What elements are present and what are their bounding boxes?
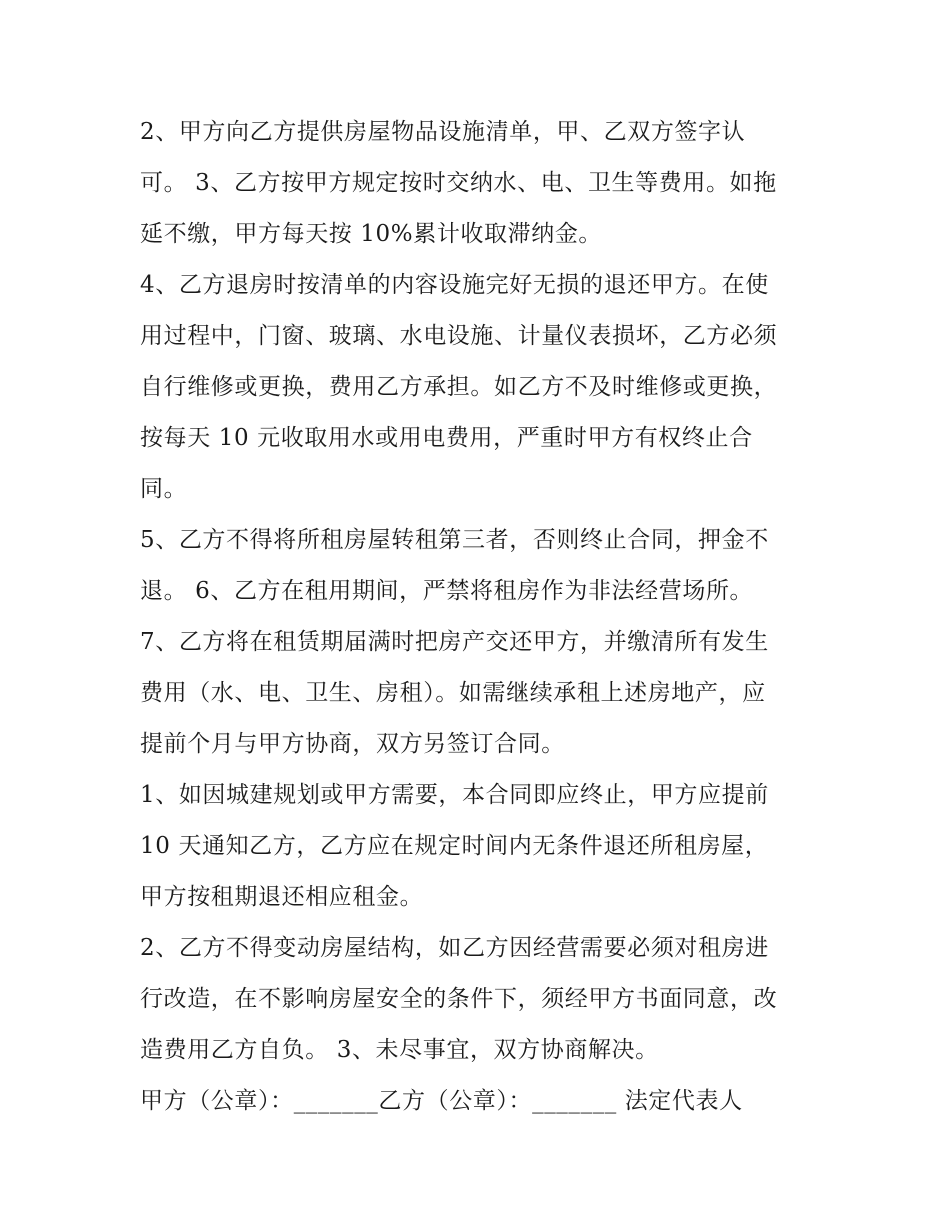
text-line: 自行维修或更换，费用乙方承担。如乙方不及时维修或更换，	[140, 374, 778, 400]
text-line: 可。 3、乙方按甲方规定按时交纳水、电、卫生等费用。如拖	[140, 170, 777, 196]
text-line: 费用（水、电、卫生、房租）。如需继续承租上述房地产，应	[140, 680, 766, 706]
text-line: 同。	[140, 476, 188, 502]
text-line: 延不缴，甲方每天按 10%累计收取滞纳金。	[140, 221, 603, 247]
text-line: 1、如因城建规划或甲方需要，本合同即应终止，甲方应提前	[140, 782, 769, 808]
contract-body	[140, 107, 830, 1127]
text-line: 7、乙方将在租赁期届满时把房产交还甲方，并缴清所有发生	[140, 629, 769, 655]
text-line: 提前个月与甲方协商，双方另签订合同。	[140, 731, 565, 757]
text-line: 造费用乙方自负。 3、未尽事宜，双方协商解决。	[140, 1037, 659, 1063]
text-line: 2、甲方向乙方提供房屋物品设施清单，甲、乙双方签字认	[140, 119, 746, 145]
text-line: 2、乙方不得变动房屋结构，如乙方因经营需要必须对租房进	[140, 935, 769, 961]
text-line: 10 天通知乙方，乙方应在规定时间内无条件退还所租房屋，	[140, 833, 769, 859]
text-line: 用过程中，门窗、玻璃、水电设施、计量仪表损坏，乙方必须	[140, 323, 778, 349]
text-line: 行改造，在不影响房屋安全的条件下，须经甲方书面同意，改	[140, 986, 778, 1012]
signature-line: 甲方（公章）：_______乙方（公章）：_______ 法定代表人	[140, 1088, 743, 1114]
text-line: 4、乙方退房时按清单的内容设施完好无损的退还甲方。在使	[140, 272, 769, 298]
text-line: 按每天 10 元收取用水或用电费用，严重时甲方有权终止合	[140, 425, 753, 451]
text-line: 退。 6、乙方在租用期间，严禁将租房作为非法经营场所。	[140, 578, 754, 604]
text-line: 甲方按租期退还相应租金。	[140, 884, 424, 910]
text-line: 5、乙方不得将所租房屋转租第三者，否则终止合同，押金不	[140, 527, 769, 553]
